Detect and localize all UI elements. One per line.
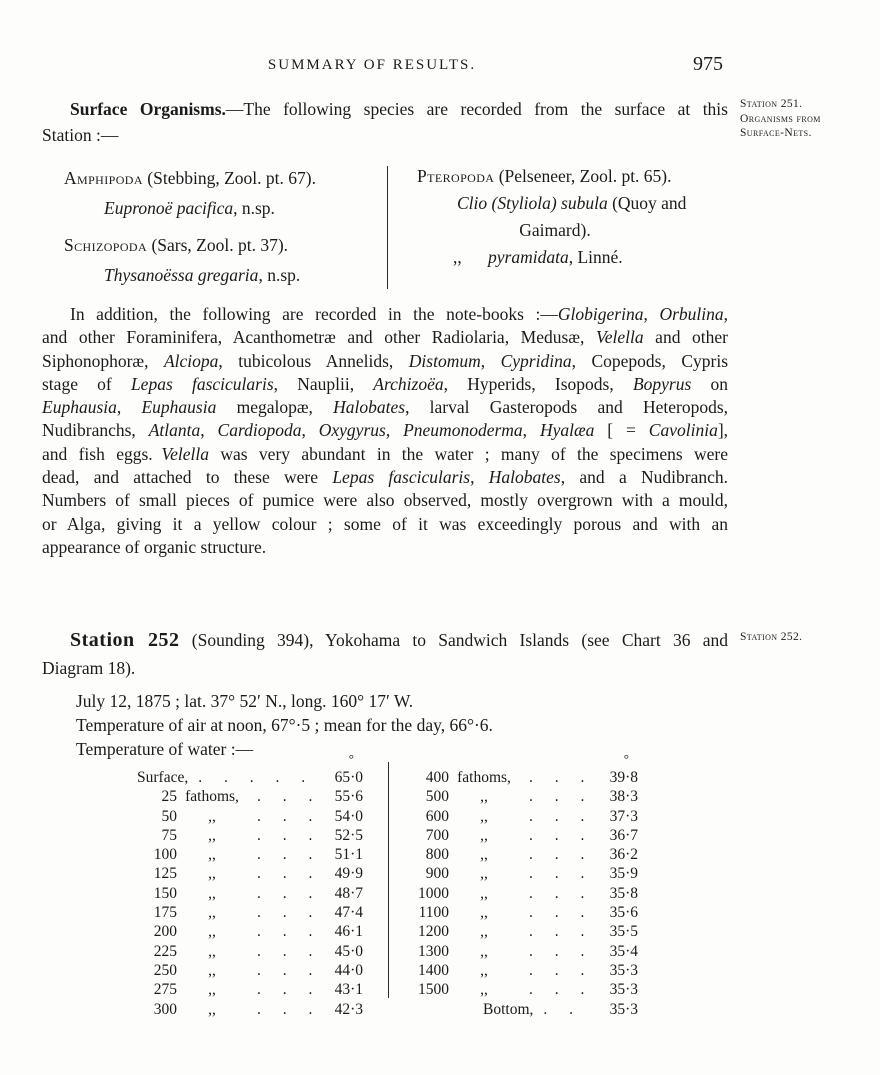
text-segment: , Nauplii, <box>273 373 374 394</box>
table-row <box>135 807 363 826</box>
temperature-value: 35·4 <box>609 942 638 960</box>
depth-unit: fathoms, <box>457 769 511 786</box>
temperature-table-right-column <box>407 752 638 1019</box>
text-segment: , <box>385 420 404 441</box>
depth-value: 1300 <box>418 942 449 960</box>
table-row <box>135 845 363 864</box>
text-segment: , n.sp. <box>258 265 301 285</box>
text-line <box>42 466 728 489</box>
dot-leader <box>247 845 313 864</box>
text-segment: Organisms from <box>740 112 821 125</box>
table-row <box>407 903 638 922</box>
text-segment: and other Foraminifera, Acanthometræ and other Radiolaria, Medusæ, <box>42 327 596 348</box>
text-segment: Velella <box>161 443 210 464</box>
text-segment: Euphausia <box>141 397 217 418</box>
text-line <box>64 163 366 193</box>
depth-unit: ,, <box>208 826 216 844</box>
depth-value: 175 <box>153 904 177 922</box>
text-line <box>740 112 872 127</box>
text-segment: megalopæ, <box>216 397 334 418</box>
text-segment: , <box>522 420 540 441</box>
text-segment: , <box>301 420 319 441</box>
dot-leader <box>519 980 588 999</box>
depth-unit: ,, <box>480 961 488 979</box>
depth-value: 100 <box>153 846 177 864</box>
text-segment: In addition, the following are recorded in the note-books :— <box>70 304 558 324</box>
dot-leader <box>247 980 313 999</box>
dot-leader <box>188 768 313 787</box>
dot-leader <box>247 961 313 980</box>
depth-label: Bottom, <box>483 1000 534 1018</box>
text-segment: Nudibranchs, <box>42 420 149 441</box>
depth-unit: ,, <box>208 961 216 979</box>
depth-value: 125 <box>153 865 177 883</box>
depth-value: 400 <box>425 769 449 786</box>
text-segment: and other <box>643 327 728 348</box>
depth-unit: ,, <box>208 807 216 825</box>
dot-leader <box>519 768 588 787</box>
text-segment: Atlanta <box>148 420 201 441</box>
text-segment: stage of <box>42 373 131 394</box>
text-segment: Pteropoda <box>417 166 495 186</box>
text-line <box>42 303 728 326</box>
text-segment: Numbers of small pieces of pumice were also observed, mostly overgrown with a mould, <box>42 490 728 511</box>
depth-value: 1000 <box>418 884 449 902</box>
text-line <box>42 350 728 373</box>
degree-symbol: ° <box>348 751 354 766</box>
table-row <box>135 922 363 941</box>
text-line <box>42 654 728 682</box>
text-segment: [ = <box>594 420 649 441</box>
text-segment: Eupronoë pacifica <box>104 198 234 218</box>
temperature-value: 48·7 <box>334 884 363 902</box>
depth-unit: ,, <box>208 981 216 999</box>
depth-value: 1400 <box>418 961 449 979</box>
text-line <box>42 326 728 349</box>
dot-leader <box>519 922 588 941</box>
text-segment: Globigerina <box>557 304 644 324</box>
temperature-value: 49·9 <box>334 865 363 883</box>
text-segment: Euphausia <box>42 397 117 418</box>
text-line <box>42 443 728 466</box>
dot-leader <box>519 807 588 826</box>
text-segment: Velella <box>595 327 644 348</box>
notebook-records-paragraph <box>42 303 728 559</box>
text-segment: or Alga, giving it a yellow colour ; some of it was exceedingly porous and with an <box>42 513 728 534</box>
text-line <box>42 626 728 654</box>
text-segment: , Hyperids, Isopods, <box>443 373 633 394</box>
text-segment: Halobates <box>488 467 561 488</box>
text-segment: Diagram 18). <box>42 658 136 678</box>
text-segment: , <box>116 397 142 418</box>
table-row <box>407 826 638 845</box>
text-segment: , <box>643 304 660 324</box>
text-segment: Distomum <box>408 350 481 371</box>
station-252-details <box>76 689 696 761</box>
depth-unit: ,, <box>208 865 216 883</box>
page-number: 975 <box>693 53 723 75</box>
text-segment: Surface-Nets. <box>740 127 812 139</box>
temperature-value: 35·3 <box>609 1000 638 1018</box>
text-segment: Oxygyrus <box>318 420 386 441</box>
temperature-value: 43·1 <box>334 981 363 999</box>
text-line <box>42 373 728 396</box>
depth-value: 1100 <box>418 904 449 922</box>
depth-unit: ,, <box>208 884 216 902</box>
temperature-value: 38·3 <box>609 788 638 806</box>
dot-leader <box>247 942 313 961</box>
text-line <box>417 190 727 217</box>
depth-unit: ,, <box>480 884 488 902</box>
temperature-value: 65·0 <box>334 769 363 786</box>
table-row <box>135 1000 363 1019</box>
table-row <box>407 980 638 999</box>
text-segment: , and a Nudibranch. <box>560 467 728 488</box>
temperature-value: 55·6 <box>334 788 363 806</box>
margin-note-station-251 <box>740 97 872 141</box>
table-row <box>407 768 638 787</box>
depth-value: 225 <box>153 942 177 960</box>
depth-unit: ,, <box>480 826 488 844</box>
table-row <box>407 961 638 980</box>
text-line <box>42 396 728 419</box>
text-segment: Cavolinia <box>648 420 718 441</box>
depth-value: 200 <box>153 923 177 941</box>
text-segment: Surface Organisms. <box>70 99 226 119</box>
table-row <box>135 884 363 903</box>
temperature-value: 35·6 <box>609 904 638 922</box>
temperature-value: 35·8 <box>609 884 638 902</box>
text-segment: Halobates <box>333 397 406 418</box>
text-segment: Temperature of air at noon, 67°·5 ; mean for the day, 66°·6. <box>76 715 493 735</box>
table-row <box>135 942 363 961</box>
dot-leader <box>519 864 588 883</box>
depth-unit: ,, <box>208 923 216 941</box>
text-segment: Bopyrus <box>632 373 692 394</box>
temperature-value: 47·4 <box>334 904 363 922</box>
depth-value: 50 <box>161 807 177 825</box>
depth-unit: ,, <box>480 788 488 806</box>
text-segment: , <box>480 350 501 371</box>
text-line <box>42 419 728 442</box>
text-segment: Amphipoda <box>64 168 143 188</box>
text-line <box>42 489 728 512</box>
text-segment: July 12, 1875 ; lat. 37° 52′ N., long. 160° 17′ W. <box>76 691 414 711</box>
dot-leader <box>247 1000 313 1019</box>
temperature-value: 36·2 <box>609 846 638 864</box>
table-row <box>407 845 638 864</box>
depth-unit: ,, <box>480 923 488 941</box>
text-line <box>740 97 872 112</box>
dot-leader <box>533 1000 588 1019</box>
text-line <box>417 163 727 190</box>
text-segment: ], <box>717 420 729 441</box>
species-column-left <box>64 163 366 290</box>
depth-unit: ,, <box>208 942 216 960</box>
table-row <box>407 787 638 806</box>
depth-unit: ,, <box>480 904 488 922</box>
text-segment: dead, and attached to these were <box>42 467 333 488</box>
table-row <box>407 942 638 961</box>
dot-leader <box>519 961 588 980</box>
table-row <box>135 787 363 806</box>
margin-note-station-252 <box>740 630 872 645</box>
text-segment: , <box>470 467 489 488</box>
text-segment: Alciopa <box>163 350 219 371</box>
text-segment: pyramidata <box>488 247 569 267</box>
table-row <box>135 903 363 922</box>
text-segment: Lepas fascicularis <box>332 467 471 488</box>
text-line <box>417 217 727 244</box>
text-line <box>417 244 727 271</box>
text-segment: Clio (Styliola) subula <box>457 193 608 213</box>
dot-leader <box>247 826 313 845</box>
depth-unit: ,, <box>208 904 216 922</box>
dot-leader <box>519 787 588 806</box>
depth-label: Surface, <box>137 769 189 786</box>
temperature-table-left-column <box>135 752 363 1019</box>
dot-leader <box>519 903 588 922</box>
text-line <box>740 126 872 141</box>
depth-value: 150 <box>153 884 177 902</box>
text-segment: Orbulina <box>659 304 724 324</box>
text-line <box>42 122 728 148</box>
temperature-value: 35·3 <box>609 981 638 999</box>
table-row <box>135 826 363 845</box>
text-segment: was very abundant in the water ; many of the specimens were <box>209 443 728 464</box>
species-column-right <box>417 163 727 271</box>
text-segment: Archizoëa <box>373 373 444 394</box>
temperature-value: 51·1 <box>334 846 363 864</box>
text-line <box>42 513 728 536</box>
text-segment: Schizopoda <box>64 235 148 255</box>
text-segment: , Copepods, Cypris <box>571 350 728 371</box>
dot-leader <box>247 884 313 903</box>
text-segment: Hyalæa <box>539 420 595 441</box>
temperature-value: 54·0 <box>334 807 363 825</box>
depth-value: 700 <box>425 826 449 844</box>
temperature-value: 39·8 <box>609 769 638 786</box>
station-252-heading <box>42 626 728 682</box>
text-segment: (Sounding 394), Yokohama to Sandwich Islands (see Chart 36 and <box>179 630 729 650</box>
temperature-value: 36·7 <box>609 826 638 844</box>
depth-value: 800 <box>425 846 449 864</box>
temperature-value: 42·3 <box>334 1000 363 1018</box>
depth-value: 75 <box>161 826 177 844</box>
table-row <box>407 864 638 883</box>
temperature-rows-left <box>135 768 363 1019</box>
table-row <box>407 884 638 903</box>
dot-leader <box>519 884 588 903</box>
depth-unit: ,, <box>208 1000 216 1018</box>
text-segment: (Pelseneer, Zool. pt. 65). <box>494 166 672 186</box>
depth-unit: ,, <box>208 846 216 864</box>
text-line <box>42 536 728 559</box>
text-line <box>740 630 872 645</box>
depth-unit: ,, <box>480 846 488 864</box>
depth-value: 300 <box>153 1000 177 1018</box>
text-segment: , larval Gasteropods and Heteropods, <box>405 397 728 418</box>
text-segment: Station 252. <box>740 631 803 643</box>
dot-leader <box>519 942 588 961</box>
temperature-value: 52·5 <box>334 826 363 844</box>
text-segment: , <box>723 304 728 324</box>
text-segment: , n.sp. <box>233 198 275 218</box>
text-segment: (Stebbing, Zool. pt. 67). <box>142 168 316 188</box>
text-segment: and fish eggs. <box>42 443 162 464</box>
temperature-value: 44·0 <box>334 961 363 979</box>
text-segment: , Linné. <box>568 247 623 267</box>
table-column-divider <box>388 762 389 998</box>
text-line <box>76 689 696 713</box>
table-row <box>407 922 638 941</box>
temperature-value: 45·0 <box>334 942 363 960</box>
text-segment: Pneumonoderma <box>403 420 523 441</box>
depth-unit: ,, <box>480 865 488 883</box>
text-segment: Cypridina <box>500 350 572 371</box>
temperature-value: 35·3 <box>609 961 638 979</box>
text-segment: , <box>200 420 218 441</box>
text-segment: Cardiopoda <box>217 420 302 441</box>
temperature-value: 35·5 <box>609 923 638 941</box>
table-row <box>407 807 638 826</box>
depth-value: 1500 <box>418 981 449 999</box>
text-segment: on <box>691 373 728 394</box>
depth-value: 275 <box>153 981 177 999</box>
text-segment: Gaimard). <box>519 220 591 240</box>
depth-value: 1200 <box>418 923 449 941</box>
table-row <box>407 1000 638 1019</box>
depth-value: 25 <box>161 788 177 806</box>
depth-value: 600 <box>425 807 449 825</box>
dot-leader <box>247 903 313 922</box>
depth-unit: ,, <box>480 807 488 825</box>
table-row <box>135 961 363 980</box>
text-line <box>64 193 366 223</box>
dot-leader <box>247 787 313 806</box>
text-line <box>42 96 728 122</box>
page-header-title: SUMMARY OF RESULTS. <box>267 57 477 73</box>
species-column-divider <box>387 166 388 289</box>
dot-leader <box>519 826 588 845</box>
depth-value: 500 <box>425 788 449 806</box>
degree-symbol: ° <box>623 751 629 766</box>
depth-unit: fathoms, <box>185 788 239 806</box>
table-row <box>135 768 363 787</box>
text-segment: (Sars, Zool. pt. 37). <box>147 235 289 255</box>
depth-value: 900 <box>425 865 449 883</box>
table-row <box>135 864 363 883</box>
dot-leader <box>519 845 588 864</box>
table-row <box>135 980 363 999</box>
temperature-rows-right <box>407 768 638 1019</box>
text-segment: ,, <box>453 247 488 267</box>
surface-organisms-paragraph <box>42 96 728 148</box>
text-segment: Lepas fascicularis <box>130 373 274 394</box>
text-segment: Station :— <box>42 125 119 145</box>
text-segment: Siphonophoræ, <box>42 350 164 371</box>
text-line <box>64 230 366 260</box>
text-segment: Temperature of water :— <box>76 739 254 759</box>
temperature-value: 37·3 <box>609 807 638 825</box>
text-segment: Station 252 <box>70 629 180 651</box>
text-segment: , tubicolous Annelids, <box>218 350 409 371</box>
text-segment: (Quoy and <box>607 193 687 213</box>
dot-leader <box>247 807 313 826</box>
dot-leader <box>247 922 313 941</box>
depth-value: 250 <box>153 961 177 979</box>
text-line <box>64 260 366 290</box>
text-segment: appearance of organic structure. <box>42 536 267 557</box>
depth-unit: ,, <box>480 942 488 960</box>
dot-leader <box>247 864 313 883</box>
temperature-value: 46·1 <box>334 923 363 941</box>
text-segment: Thysanoëssa gregaria <box>104 265 259 285</box>
depth-unit: ,, <box>480 981 488 999</box>
text-line <box>76 713 696 737</box>
temperature-value: 35·9 <box>609 865 638 883</box>
text-segment: Station 251. <box>740 98 803 110</box>
text-segment: —The following species are recorded from the surface at this <box>225 99 728 119</box>
